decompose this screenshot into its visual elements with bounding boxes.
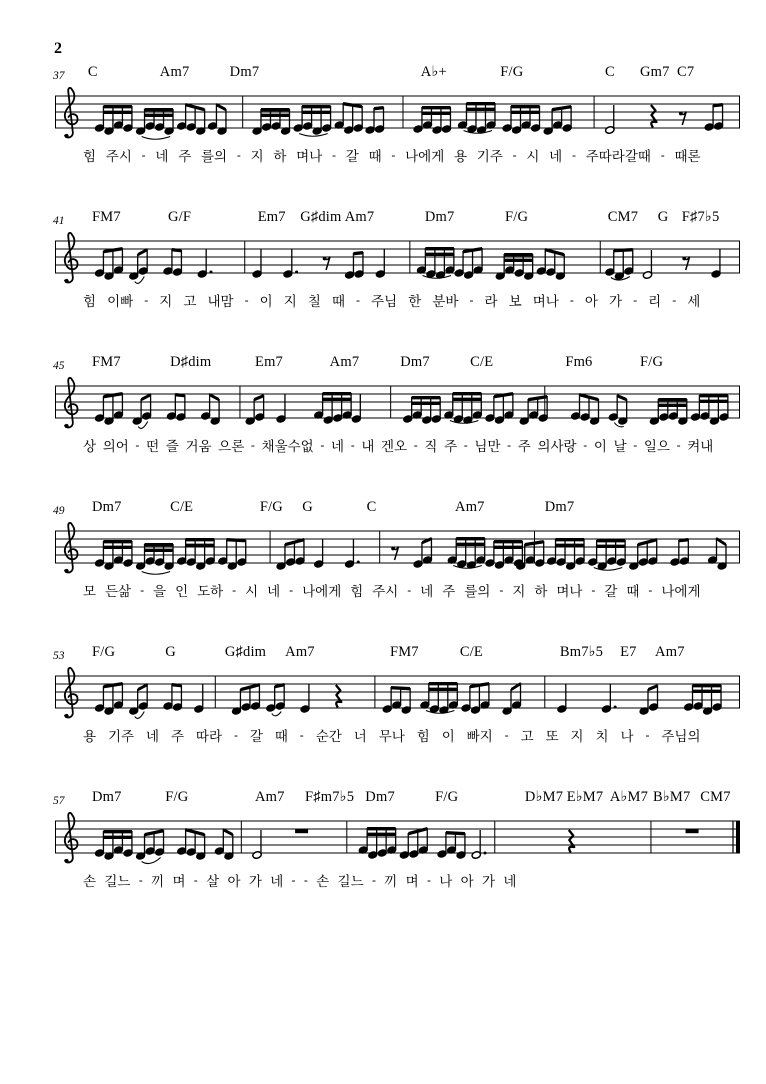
lyric-syllable: - [672, 293, 677, 307]
lyric-syllable: 시 [526, 149, 540, 164]
lyric-syllable: - [391, 148, 396, 162]
chord-label: G [165, 644, 176, 660]
lyric-syllable: - [250, 438, 255, 452]
lyric-syllable: 님만 [474, 439, 501, 454]
lyric-syllable: 때 [331, 294, 345, 309]
lyric-syllable: 며나 [532, 294, 559, 309]
lyric-syllable: 며나 [296, 149, 323, 164]
chord-label: C [605, 64, 615, 80]
lyric-syllable: - [499, 583, 504, 597]
system [55, 499, 740, 609]
lyric-syllable: - [144, 293, 149, 307]
lyric-syllable: 네 [331, 439, 345, 454]
lyric-syllable: - [291, 873, 296, 887]
lyric-syllable: - [648, 583, 653, 597]
lyric-syllable: - [138, 873, 143, 887]
lyrics-line [83, 870, 517, 890]
lyric-syllable: 나에게 [302, 584, 342, 599]
lyric-syllable: 길느 [104, 874, 131, 889]
chord-label: A♭+ [420, 64, 447, 80]
system [55, 64, 740, 174]
chord-label: Bm7♭5 [559, 644, 604, 660]
lyric-syllable: 하 [273, 149, 287, 164]
lyric-syllable: 라 [484, 294, 498, 309]
lyric-syllable: 네 [145, 729, 160, 744]
lyric-syllable: 고 [183, 294, 197, 309]
lyric-syllable: 지 [159, 294, 173, 309]
lyric-syllable: 켜내 [687, 439, 714, 454]
lyric-syllable: 든삶 [105, 584, 132, 599]
lyric-syllable: - [426, 873, 431, 887]
chord-label: F♯m7♭5 [305, 789, 355, 805]
measure-number: 45 [53, 360, 65, 372]
chord-label: Fm6 [565, 354, 593, 370]
chord-label: A♭M7 [609, 789, 649, 805]
chord-label: F/G [505, 209, 529, 225]
chord-label: CM7 [700, 789, 731, 805]
chord-label: Am7 [159, 64, 190, 80]
measure-number: 41 [53, 215, 65, 227]
lyric-syllable: 때 [274, 729, 288, 744]
lyric-syllable: 주 [442, 584, 456, 599]
chord-label: C/E [470, 354, 494, 370]
lyric-syllable: - [371, 873, 376, 887]
staff-svg [55, 84, 740, 148]
lyric-syllable: 나 [439, 874, 453, 889]
lyric-syllable: - [141, 148, 146, 162]
lyric-syllable: - [299, 728, 304, 742]
chord-label: Em7 [257, 209, 286, 225]
lyric-syllable: 리 [648, 294, 662, 309]
lyric-syllable: 나 [620, 729, 634, 744]
lyric-syllable: 고 [520, 729, 534, 744]
lyric-syllable: 네 [155, 149, 169, 164]
measure-number: 49 [53, 505, 65, 517]
lyric-syllable: 지 [250, 149, 264, 164]
treble-clef-icon [65, 233, 78, 283]
lyric-syllable: 주님의 [661, 729, 701, 744]
chord-label: Am7 [344, 209, 375, 225]
lyric-syllable: 끼 [384, 874, 398, 889]
lyric-syllable: - [289, 583, 294, 597]
chord-label: Am7 [329, 354, 360, 370]
measure-number: 53 [53, 650, 65, 662]
lyric-syllable: 인 [175, 584, 189, 599]
lyric-syllable: 아 [460, 874, 474, 889]
chord-label: C [87, 64, 98, 80]
lyric-syllable: 네 [267, 584, 281, 599]
lyric-syllable: 겐오 [381, 439, 408, 454]
chord-label: Dm7 [544, 499, 575, 515]
lyric-syllable: 분바 [432, 294, 459, 309]
chord-label: F/G [500, 64, 524, 80]
lyric-syllable: 너 [353, 729, 367, 744]
lyric-syllable: 일으 [643, 439, 670, 454]
lyric-syllable: 상 [83, 439, 97, 454]
chord-label: FM7 [91, 354, 121, 370]
chord-label: Dm7 [424, 209, 455, 225]
lyric-syllable: 직 [424, 439, 438, 454]
chord-label: Dm7 [365, 789, 395, 805]
chord-label: F/G [259, 499, 283, 515]
lyric-syllable: 네 [270, 874, 284, 889]
lyric-syllable: 칠 [307, 294, 321, 309]
treble-clef-icon [65, 523, 78, 573]
system [55, 354, 740, 464]
lyric-syllable: 가 [482, 874, 496, 889]
system [55, 209, 740, 319]
lyric-syllable: - [350, 438, 355, 452]
chord-label: G [657, 209, 669, 225]
lyric-syllable: 힘 [83, 294, 97, 309]
lyric-syllable: 주따라갈때 [585, 149, 651, 164]
system [55, 644, 740, 754]
lyric-syllable: 를의 [200, 149, 228, 164]
lyric-syllable: 네 [503, 874, 517, 889]
lyric-syllable: - [507, 438, 512, 452]
staff-svg [55, 374, 740, 438]
chord-label: E7 [620, 644, 637, 660]
lyric-syllable: 거움 [185, 439, 212, 454]
lyric-syllable: 도하 [197, 584, 224, 599]
lyric-syllable: 내 [361, 439, 375, 454]
lyric-syllable: 의사랑 [537, 439, 577, 454]
lyric-syllable: 갈 [345, 149, 359, 164]
lyric-syllable: 따라 [195, 729, 223, 744]
lyric-syllable: 아 [227, 874, 241, 889]
lyric-syllable: - [193, 873, 198, 887]
lyric-syllable: 네 [549, 149, 563, 164]
lyric-syllable: 보 [508, 294, 522, 309]
lyric-syllable: 손 [83, 874, 97, 889]
lyrics-line [83, 580, 701, 600]
chord-label: F♯7♭5 [681, 209, 720, 225]
staff-svg [55, 229, 740, 293]
lyric-syllable: - [571, 148, 576, 162]
lyric-syllable: 가 [608, 294, 623, 309]
chord-label: Dm7 [400, 354, 430, 370]
lyric-syllable: - [660, 148, 665, 162]
final-barline [736, 821, 740, 853]
lyric-syllable: - [676, 438, 681, 452]
lyric-syllable: - [407, 583, 412, 597]
lyric-syllable: 길느 [337, 874, 364, 889]
chord-label: E♭M7 [566, 789, 604, 805]
lyric-syllable: 내맘 [207, 294, 234, 309]
chord-label: FM7 [91, 209, 121, 225]
lyric-syllable: 채울수없 [261, 439, 314, 454]
lyric-syllable: 때 [626, 584, 640, 599]
lyric-syllable: 아 [584, 294, 598, 309]
lyric-syllable: 치 [595, 729, 609, 744]
lyric-syllable: 를의 [464, 584, 491, 599]
chord-label: G♯dim [224, 644, 267, 660]
lyric-syllable: 모 [83, 584, 97, 599]
lyric-syllable: 을 [153, 584, 167, 599]
lyric-syllable: - [140, 583, 145, 597]
lyric-syllable: 갈 [604, 584, 618, 599]
lyric-syllable: 살 [206, 874, 220, 889]
chord-label: Dm7 [229, 64, 260, 80]
lyric-syllable: 지 [283, 294, 297, 309]
lyric-syllable: 주시 [372, 584, 399, 599]
chord-label: Am7 [455, 499, 485, 515]
lyric-syllable: 떤 [146, 439, 160, 454]
lyric-syllable: - [583, 438, 588, 452]
lyric-syllable: - [633, 438, 638, 452]
lyric-syllable: - [413, 438, 418, 452]
lyric-syllable: 손 [316, 874, 330, 889]
staff-svg [55, 519, 740, 583]
lyric-syllable: - [569, 293, 574, 307]
lyric-syllable: - [232, 583, 237, 597]
lyric-syllable: 이 [441, 729, 455, 744]
lyric-syllable: 때 [368, 149, 382, 164]
lyric-syllable: - [633, 293, 638, 307]
lyrics-line [83, 145, 701, 165]
chord-label: B♭M7 [653, 789, 691, 805]
lyric-syllable: 힘 [350, 584, 364, 599]
lyric-syllable: - [332, 148, 337, 162]
lyric-syllable: 용 [83, 729, 97, 744]
lyric-syllable: 무나 [378, 729, 405, 744]
lyric-syllable: 주 [178, 149, 192, 164]
lyric-syllable: 지 [512, 584, 526, 599]
chord-label: CM7 [607, 209, 639, 225]
staff-svg [55, 809, 740, 873]
lyric-syllable: 한 [408, 294, 422, 309]
lyric-syllable: 힘 [83, 149, 97, 164]
lyric-syllable: 힘 [416, 729, 430, 744]
lyric-syllable: 기주 [476, 149, 503, 164]
chord-label: F/G [435, 789, 459, 805]
lyric-syllable: 용 [453, 149, 468, 164]
lyrics-line [83, 435, 714, 455]
lyrics-line [83, 725, 701, 745]
measure-number: 57 [53, 795, 65, 807]
lyric-syllable: 며 [172, 874, 186, 889]
lyric-syllable: 지 [570, 729, 584, 744]
chord-label: G [302, 499, 313, 515]
lyric-syllable: 기주 [107, 729, 135, 744]
lyric-syllable: - [504, 728, 509, 742]
lyric-syllable: - [236, 148, 241, 162]
chord-label: F/G [639, 354, 664, 370]
chord-label: Am7 [255, 789, 285, 805]
chord-label: Em7 [255, 354, 284, 370]
chord-label: C/E [170, 499, 194, 515]
lyrics-line [83, 290, 701, 310]
lyric-syllable: 또 [545, 729, 559, 744]
lyric-syllable: 즐 [165, 439, 179, 454]
lyric-syllable: 이 [593, 439, 607, 454]
chord-label: F/G [91, 644, 116, 660]
lyric-syllable: 으론 [218, 439, 245, 454]
lyric-syllable: 빠지 [466, 729, 493, 744]
lyric-syllable: - [233, 728, 238, 742]
lyric-syllable: - [645, 728, 650, 742]
treble-clef-icon [65, 813, 78, 863]
lyric-syllable: 주님 [371, 294, 398, 309]
treble-clef-icon [65, 668, 78, 718]
lyric-syllable: - [356, 293, 361, 307]
lyric-syllable: 가 [248, 874, 262, 889]
lyric-syllable: 의어 [102, 439, 129, 454]
lyric-syllable: 하 [534, 584, 548, 599]
lyric-syllable: - [135, 438, 140, 452]
lyric-syllable: 때론 [674, 149, 701, 164]
lyric-syllable: 날 [613, 439, 627, 454]
lyric-syllable: 갈 [249, 729, 263, 744]
lyric-syllable: 주 [517, 439, 531, 454]
lyric-syllable: 나에게 [661, 584, 701, 599]
lyric-syllable: - [320, 438, 325, 452]
lyric-syllable: 나에게 [405, 149, 445, 164]
chord-label: Am7 [655, 644, 685, 660]
chord-label: C [366, 499, 377, 515]
chord-label: G/F [168, 209, 192, 225]
lyric-syllable: 주 [170, 729, 184, 744]
chord-label: Gm7 [639, 64, 670, 80]
lyric-syllable: - [512, 148, 517, 162]
chord-label: D♯dim [170, 354, 212, 370]
lyric-syllable: - [303, 873, 308, 887]
chord-label: C7 [676, 64, 695, 80]
lyric-syllable: 세 [687, 294, 701, 309]
chord-label: G♯dim [300, 209, 342, 225]
chord-label: C/E [459, 644, 483, 660]
lyric-syllable: 순간 [315, 729, 342, 744]
lyric-syllable: 이빠 [107, 294, 134, 309]
treble-clef-icon [65, 88, 78, 138]
chord-label: FM7 [389, 644, 419, 660]
lyric-syllable: - [591, 583, 596, 597]
chord-label: D♭M7 [524, 789, 564, 805]
lyric-syllable: 네 [420, 584, 434, 599]
measure-number: 37 [53, 70, 65, 82]
lyric-syllable: 끼 [151, 874, 165, 889]
chord-label: F/G [165, 789, 189, 805]
lyric-syllable: 며 [405, 874, 419, 889]
staff-svg [55, 664, 740, 728]
page-number: 2 [54, 40, 62, 57]
lyric-syllable: - [469, 293, 474, 307]
lyric-syllable: 이 [259, 294, 273, 309]
lyric-syllable: 며나 [556, 584, 583, 599]
chord-label: Am7 [285, 644, 315, 660]
treble-clef-icon [65, 378, 78, 428]
chord-label: Dm7 [91, 789, 122, 805]
lyric-syllable: - [463, 438, 468, 452]
lyric-syllable: - [244, 293, 249, 307]
system [55, 789, 740, 899]
chord-label: Dm7 [91, 499, 122, 515]
lyric-syllable: 시 [245, 584, 259, 599]
lyric-syllable: 주 [444, 439, 458, 454]
lyric-syllable: 주시 [105, 149, 132, 164]
